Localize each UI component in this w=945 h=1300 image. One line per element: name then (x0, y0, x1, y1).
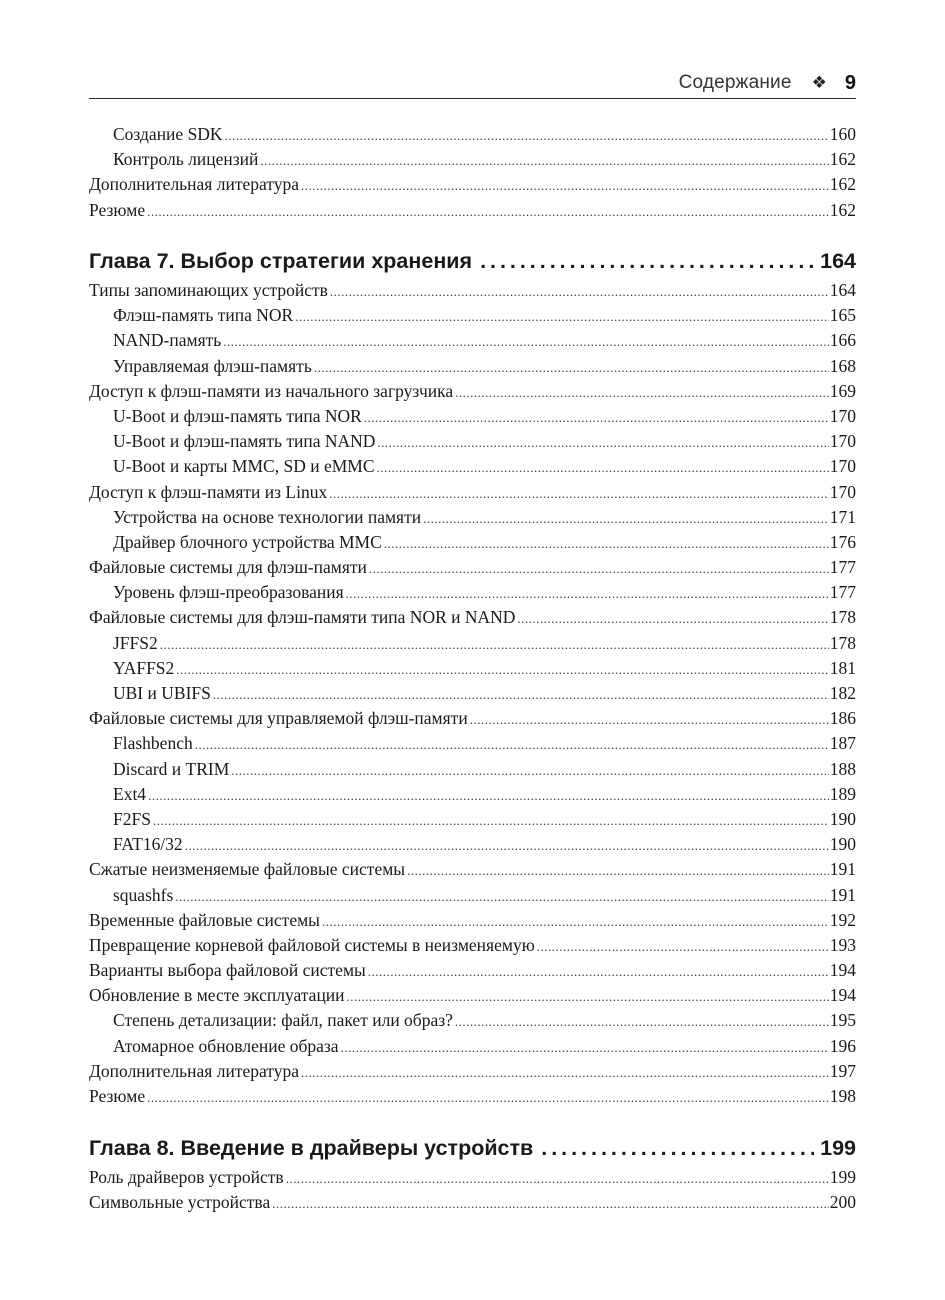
chapter-title: Глава 7. Выбор стратегии хранения (89, 249, 473, 273)
toc-entry[interactable] (89, 454, 856, 479)
toc-entry-title: Степень детализации: файл, пакет или образ? (113, 1010, 453, 1031)
toc-block-chapter8 (89, 1165, 856, 1215)
toc-entry[interactable] (89, 1059, 856, 1084)
leader-dots (377, 429, 828, 455)
toc-entry-title: NAND-память (113, 330, 222, 351)
toc-entry-title: Сжатые неизменяемые файловые системы (89, 859, 406, 880)
toc-entry[interactable] (89, 122, 856, 147)
toc-entry-page: 189 (829, 783, 856, 804)
toc-entry-title: Управляемая флэш-память (113, 355, 312, 376)
leader-dots (346, 580, 829, 606)
toc-entry[interactable] (89, 580, 856, 605)
header-section-title: Содержание (678, 72, 792, 93)
toc-entry[interactable] (89, 147, 856, 172)
toc-entry-title: Flashbench (113, 733, 193, 754)
toc-entry[interactable] (89, 782, 856, 807)
toc-entry-page: 170 (829, 405, 856, 426)
header-page-number: 9 (844, 71, 856, 94)
toc-entry[interactable] (89, 172, 856, 197)
toc-entry-title: Файловые системы для флэш-памяти типа NOR и NAND (89, 607, 516, 628)
leader-dots (480, 247, 814, 275)
toc-entry-title: YAFFS2 (113, 657, 175, 678)
toc-entry-page: 165 (829, 305, 856, 326)
toc-entry-title: Доступ к флэш-памяти из Linux (89, 481, 328, 502)
leader-dots (368, 958, 829, 984)
leader-dots (377, 454, 829, 480)
toc-entry-title: U-Boot и карты MMC, SD и eMMC (113, 456, 375, 477)
toc-entry-page: 170 (829, 431, 856, 452)
toc-entry-title: Символьные устройства (89, 1192, 271, 1213)
toc-entry-page: 192 (829, 909, 856, 930)
chapter-7-heading[interactable] (89, 247, 856, 275)
chapter-page: 199 (820, 1136, 856, 1160)
toc-entry[interactable] (89, 404, 856, 429)
leader-dots (537, 933, 829, 959)
toc-entry-page: 162 (829, 199, 856, 220)
leader-dots (225, 122, 829, 148)
leader-dots (301, 172, 829, 198)
leader-dots (423, 505, 829, 531)
leader-dots (455, 1008, 829, 1034)
toc-entry-page: 196 (829, 1035, 856, 1056)
toc-entry[interactable] (89, 530, 856, 555)
toc-entry-page: 191 (829, 859, 856, 880)
toc-entry-page: 194 (829, 960, 856, 981)
leader-dots (147, 198, 829, 224)
leader-dots (314, 354, 829, 380)
toc-entry-page: 162 (829, 149, 856, 170)
toc-entry-title: FAT16/32 (113, 834, 183, 855)
toc-entry[interactable] (89, 480, 856, 505)
leader-dots (541, 1134, 814, 1162)
toc-entry-title: Резюме (89, 1086, 146, 1106)
toc-entry[interactable] (89, 1034, 856, 1059)
toc-entry-page: 200 (829, 1192, 856, 1213)
leader-dots (369, 555, 829, 581)
chapter-heading (89, 247, 856, 275)
toc-entry[interactable] (89, 857, 856, 882)
leader-dots (213, 681, 829, 707)
leader-dots (223, 328, 828, 354)
leader-dots (295, 303, 829, 329)
toc-entry-title: F2FS (113, 808, 151, 829)
toc-entry-page: 198 (829, 1086, 856, 1106)
toc-entry[interactable] (89, 1165, 856, 1190)
leader-dots (330, 278, 829, 304)
chapter-heading (89, 1134, 856, 1162)
toc-entry-title: Временные файловые системы (89, 909, 320, 930)
toc-entry-page: 182 (829, 683, 856, 703)
toc-entry[interactable] (89, 731, 856, 756)
toc-entry[interactable] (89, 631, 856, 656)
toc-entry-title: Дополнительная литература (89, 1060, 299, 1081)
toc-entry-title: Устройства на основе технологии памяти (113, 506, 422, 527)
toc-entry-title: Файловые системы для управляемой флэш-памяти (89, 708, 468, 729)
toc-entry-title: UBI и UBIFS (113, 683, 211, 703)
toc-entry[interactable] (89, 303, 856, 328)
leader-dots (341, 1034, 829, 1060)
toc-entry-title: Создание SDK (113, 124, 223, 144)
toc-entry-page: 190 (829, 808, 856, 829)
toc-entry-page: 181 (829, 657, 856, 678)
toc-entry-title: Драйвер блочного устройства MMC (113, 531, 382, 552)
toc-entry[interactable] (89, 198, 856, 223)
toc-entry[interactable] (89, 908, 856, 933)
leader-dots (286, 1165, 829, 1191)
toc-entry-title: Discard и TRIM (113, 758, 230, 779)
toc-block-chapter6-end (89, 122, 856, 223)
toc-entry-title: Варианты выбора файловой системы (89, 960, 366, 981)
toc-entry[interactable] (89, 605, 856, 630)
toc-entry-page: 178 (829, 607, 856, 628)
leader-dots (147, 1084, 829, 1110)
toc-entry-page: 188 (829, 758, 856, 779)
toc-entry-page: 160 (829, 124, 856, 144)
toc-entry-title: Контроль лицензий (113, 149, 259, 170)
toc-entry[interactable] (89, 505, 856, 530)
toc-entry[interactable] (89, 354, 856, 379)
running-header (89, 68, 856, 99)
toc-entry-title: Флэш-память типа NOR (113, 305, 294, 326)
toc-entry-page: 195 (829, 1010, 856, 1031)
toc-entry[interactable] (89, 1084, 856, 1109)
toc-entry-title: JFFS2 (113, 632, 158, 653)
leader-dots (148, 782, 829, 808)
leader-dots (407, 857, 829, 883)
toc-entry-title: Уровень флэш-преобразования (113, 582, 344, 603)
toc-entry-page: 199 (829, 1167, 856, 1187)
toc-entry[interactable] (89, 807, 856, 832)
toc-entry[interactable] (89, 429, 856, 454)
leader-dots (153, 807, 829, 833)
leader-dots (185, 832, 829, 858)
toc-entry-page: 170 (829, 456, 856, 477)
toc-entry-page: 194 (829, 985, 856, 1006)
toc-entry-title: Резюме (89, 199, 146, 220)
toc-entry-page: 191 (829, 884, 856, 905)
leader-dots (329, 480, 829, 506)
toc-entry-page: 177 (829, 557, 856, 578)
toc-entry[interactable] (89, 983, 856, 1008)
leader-dots (517, 605, 828, 631)
toc-entry-title: Дополнительная литература (89, 174, 299, 195)
toc-entry-page: 197 (829, 1060, 856, 1081)
toc-entry-title: Ext4 (113, 783, 147, 804)
toc-entry-page: 166 (829, 330, 856, 351)
toc-entry-page: 169 (829, 380, 856, 401)
leader-dots (175, 883, 828, 909)
leader-dots (231, 757, 828, 783)
leader-dots (364, 404, 829, 430)
toc-entry-page: 193 (829, 934, 856, 955)
toc-entry[interactable] (89, 757, 856, 782)
toc-entry-title: U-Boot и флэш-память типа NAND (113, 431, 376, 452)
toc-entry-title: Типы запоминающих устройств (89, 280, 328, 300)
toc-entry-page: 187 (829, 733, 856, 754)
toc-entry[interactable] (89, 379, 856, 404)
ornament-icon: ❖ (811, 73, 827, 92)
toc-entry-page: 178 (829, 632, 856, 653)
toc-entry[interactable] (89, 656, 856, 681)
chapter-page: 164 (820, 249, 856, 273)
toc-entry-title: Роль драйверов устройств (89, 1167, 284, 1187)
toc-entry[interactable] (89, 706, 856, 731)
toc-entry-page: 170 (829, 481, 856, 502)
toc-entry-page: 162 (829, 174, 856, 195)
toc-entry-page: 164 (829, 280, 856, 300)
toc-entry-title: Атомарное обновление образа (113, 1035, 339, 1056)
leader-dots (195, 731, 829, 757)
toc-entry[interactable] (89, 555, 856, 580)
leader-dots (347, 983, 829, 1009)
leader-dots (301, 1059, 829, 1085)
toc-block-chapter7 (89, 278, 856, 1109)
leader-dots (455, 379, 829, 405)
chapter-title: Глава 8. Введение в драйверы устройств (89, 1136, 534, 1160)
toc-entry-page: 171 (829, 506, 856, 527)
toc-entry-page: 186 (829, 708, 856, 729)
toc-entry[interactable] (89, 883, 856, 908)
toc-entry-title: U-Boot и флэш-память типа NOR (113, 405, 362, 426)
leader-dots (470, 706, 829, 732)
toc-entry[interactable] (89, 1190, 856, 1215)
toc-entry-page: 177 (829, 582, 856, 603)
toc-entry[interactable] (89, 328, 856, 353)
toc-entry-title: squashfs (113, 884, 174, 905)
leader-dots (272, 1190, 829, 1216)
toc-entry-title: Превращение корневой файловой системы в неизменяемую (89, 934, 535, 955)
leader-dots (176, 656, 828, 682)
toc-entry[interactable] (89, 832, 856, 857)
toc-entry-page: 190 (829, 834, 856, 855)
toc-entry-page: 168 (829, 355, 856, 376)
toc-entry[interactable] (89, 1008, 856, 1033)
toc-entry[interactable] (89, 958, 856, 983)
toc-entry-title: Доступ к флэш-памяти из начального загрузчика (89, 380, 454, 401)
leader-dots (160, 631, 829, 657)
leader-dots (260, 147, 828, 173)
toc-entry[interactable] (89, 933, 856, 958)
toc-entry[interactable] (89, 278, 856, 303)
toc-entry-title: Обновление в месте эксплуатации (89, 985, 345, 1006)
leader-dots (322, 908, 829, 934)
toc-entry[interactable] (89, 681, 856, 706)
toc-entry-page: 176 (829, 531, 856, 552)
leader-dots (384, 530, 829, 556)
chapter-8-heading[interactable] (89, 1134, 856, 1162)
toc-entry-title: Файловые системы для флэш-памяти (89, 557, 367, 578)
